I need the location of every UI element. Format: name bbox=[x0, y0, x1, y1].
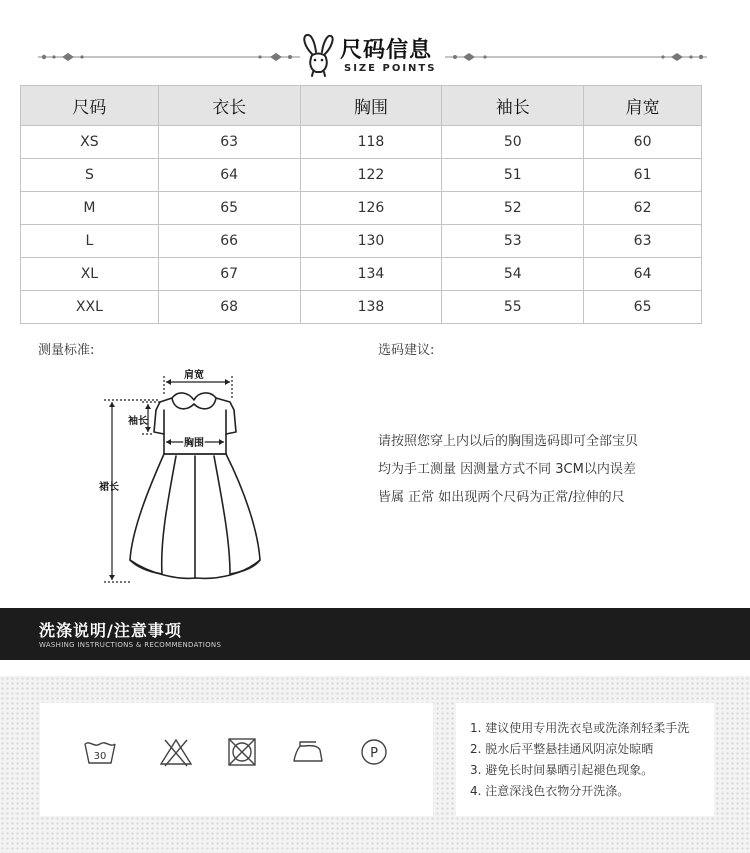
washing-title: 洗涤说明/注意事项 bbox=[39, 621, 182, 640]
sleeve-label: 袖长 bbox=[128, 416, 148, 427]
cell-length: 68 bbox=[158, 291, 300, 324]
cell-sleeve: 54 bbox=[442, 258, 584, 291]
cell-chest: 122 bbox=[300, 159, 442, 192]
table-row bbox=[21, 126, 702, 159]
cell-chest: 118 bbox=[300, 126, 442, 159]
cell-sleeve: 53 bbox=[442, 225, 584, 258]
wash-30-icon bbox=[82, 736, 118, 768]
care-tip-item: 3. 避免长时间暴晒引起褪色现象。 bbox=[470, 763, 654, 777]
size-table-header-row bbox=[21, 86, 702, 126]
cell-size: M bbox=[21, 192, 159, 225]
advice-line: 皆属 正常 如出现两个尺码为正常/拉伸的尺 bbox=[378, 490, 625, 505]
cell-size: XL bbox=[21, 258, 159, 291]
cell-length: 67 bbox=[158, 258, 300, 291]
cell-sleeve: 51 bbox=[442, 159, 584, 192]
length-label: 裙长 bbox=[99, 482, 119, 493]
care-tip-item: 4. 注意深浅色衣物分开洗涤。 bbox=[470, 784, 630, 798]
header-size: 尺码 bbox=[21, 86, 159, 126]
cell-shoulder: 61 bbox=[584, 159, 702, 192]
table-row bbox=[21, 258, 702, 291]
bunny-logo-icon bbox=[300, 32, 336, 78]
wash-temperature-label: 30 bbox=[93, 751, 107, 762]
table-row bbox=[21, 192, 702, 225]
cell-length: 63 bbox=[158, 126, 300, 159]
advice-line: 均为手工测量 因测量方式不同 3CM以内误差 bbox=[378, 462, 636, 477]
right-ornament-icon bbox=[445, 52, 707, 62]
table-row bbox=[21, 225, 702, 258]
cell-chest: 126 bbox=[300, 192, 442, 225]
iron-icon bbox=[290, 736, 326, 768]
chest-label: 胸围 bbox=[184, 438, 204, 449]
dry-clean-p-icon bbox=[356, 736, 392, 768]
cell-chest: 130 bbox=[300, 225, 442, 258]
size-info-header bbox=[0, 0, 750, 84]
dry-clean-letter: P bbox=[370, 746, 378, 761]
cell-shoulder: 64 bbox=[584, 258, 702, 291]
care-tip-item: 1. 建议使用专用洗衣皂或洗涤剂轻柔手洗 bbox=[470, 721, 690, 735]
cell-size: XS bbox=[21, 126, 159, 159]
shoulder-label: 肩宽 bbox=[184, 370, 204, 381]
cell-sleeve: 52 bbox=[442, 192, 584, 225]
left-ornament-icon bbox=[38, 52, 300, 62]
size-points-subtitle: SIZE POINTS bbox=[344, 63, 437, 74]
measurement-title: 测量标准: bbox=[38, 343, 95, 358]
table-row bbox=[21, 291, 702, 324]
cell-shoulder: 63 bbox=[584, 225, 702, 258]
cell-sleeve: 55 bbox=[442, 291, 584, 324]
header-chest: 胸围 bbox=[300, 86, 442, 126]
table-row bbox=[21, 159, 702, 192]
care-tips-list bbox=[470, 718, 689, 802]
cell-length: 65 bbox=[158, 192, 300, 225]
header-length: 衣长 bbox=[158, 86, 300, 126]
size-info-title: 尺码信息 bbox=[340, 38, 433, 63]
size-table bbox=[20, 85, 702, 324]
washing-subtitle: WASHING INSTRUCTIONS & RECOMMENDATIONS bbox=[39, 641, 222, 649]
cell-size: XXL bbox=[21, 291, 159, 324]
cell-chest: 138 bbox=[300, 291, 442, 324]
header-shoulder: 肩宽 bbox=[584, 86, 702, 126]
cell-chest: 134 bbox=[300, 258, 442, 291]
size-advice-text bbox=[378, 428, 698, 512]
care-tip-item: 2. 脱水后平整悬挂通风阴凉处晾晒 bbox=[470, 742, 654, 756]
advice-line: 请按照您穿上内以后的胸围选码即可全部宝贝 bbox=[378, 434, 639, 449]
cell-length: 64 bbox=[158, 159, 300, 192]
no-tumble-dry-icon bbox=[224, 736, 260, 768]
cell-size: L bbox=[21, 225, 159, 258]
size-advice-title: 选码建议: bbox=[378, 343, 435, 358]
cell-shoulder: 60 bbox=[584, 126, 702, 159]
cell-sleeve: 50 bbox=[442, 126, 584, 159]
cell-size: S bbox=[21, 159, 159, 192]
dress-diagram-icon bbox=[98, 360, 288, 600]
cell-length: 66 bbox=[158, 225, 300, 258]
cell-shoulder: 62 bbox=[584, 192, 702, 225]
cell-shoulder: 65 bbox=[584, 291, 702, 324]
no-bleach-icon bbox=[158, 736, 194, 768]
header-sleeve: 袖长 bbox=[442, 86, 584, 126]
